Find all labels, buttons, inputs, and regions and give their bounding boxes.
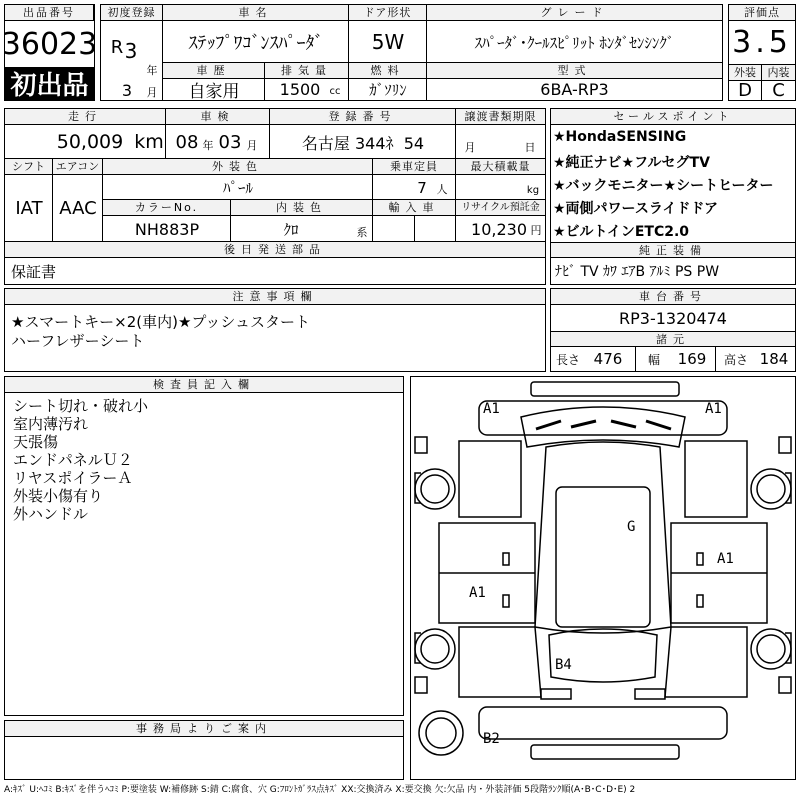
transfer-label: 譲渡書類期限: [456, 109, 545, 125]
lot-box: [1, 4, 98, 101]
score-value: 3.5: [729, 21, 795, 65]
damage-mark-front-left: A1: [483, 401, 500, 417]
mileage-unit: km: [134, 131, 164, 153]
vehicle-header-table: [100, 4, 723, 101]
color-no-value: NH883P: [134, 219, 200, 239]
import-cell-1: [373, 216, 415, 242]
interior-grade: C: [772, 80, 785, 101]
capacity-label: 乗車定員: [373, 159, 456, 175]
cautions-label: 注意事項欄: [5, 289, 545, 305]
displacement-unit: cc: [329, 85, 341, 97]
reg-year: 3: [124, 39, 138, 63]
damage-mark-front-right: A1: [705, 401, 722, 417]
damage-diagram: [410, 376, 796, 780]
int-color-value: ｸﾛ: [283, 220, 299, 239]
interior-grade-label: 内装: [762, 65, 795, 81]
cautions-box: [4, 288, 546, 372]
transfer-month: 月: [464, 141, 476, 154]
detail-table: [4, 108, 546, 285]
ext-color-value: ﾊﾟｰﾙ: [222, 179, 253, 197]
load-unit: kg: [526, 184, 540, 196]
int-color-label: 内装色: [231, 200, 373, 216]
inspector-box: [4, 376, 404, 716]
mileage-value: 50,009: [56, 131, 124, 153]
plate-label: 登録番号: [270, 109, 456, 125]
color-no-label: カラーNo.: [103, 200, 231, 216]
load-label: 最大積載量: [456, 159, 545, 175]
grade-value: ｽﾊﾟｰﾀﾞ･ｸｰﾙｽﾋﾟﾘｯﾄ ﾎﾝﾀﾞｾﾝｼﾝｸﾞ: [474, 33, 675, 52]
door-label: ドア形状: [349, 5, 427, 21]
chassis-label: 車台番号: [551, 289, 795, 305]
sales-point: ★HondaSENSING: [553, 129, 687, 145]
inspector-line: 外装小傷有り: [13, 487, 104, 505]
chassis-box: [550, 288, 796, 372]
exterior-grade: D: [729, 81, 762, 100]
model-value: 6BA-RP3: [540, 80, 609, 99]
capacity-value: 7: [417, 178, 427, 197]
damage-mark-rear-glass: B4: [555, 657, 572, 673]
import-cell-2: [415, 216, 456, 242]
ext-color-label: 外装色: [103, 159, 373, 175]
caution-line: ハーフレザーシート: [11, 332, 145, 350]
caution-line: ★スマートキー×2(車内)★プッシュスタート: [11, 313, 311, 331]
lot-number-label: 出品番号: [5, 5, 94, 21]
ac-label: エアコン: [53, 159, 103, 175]
score-box: [728, 4, 796, 101]
inspection-year-unit: 年: [202, 139, 214, 152]
grade-label: グレード: [427, 5, 722, 21]
ac-value: AAC: [59, 198, 97, 219]
damage-mark-right-side: A1: [717, 551, 734, 567]
inspector-line: リヤスポイラーＡ: [13, 469, 133, 487]
month-unit: 月: [146, 86, 158, 99]
length-value: 476: [593, 350, 623, 368]
sales-points-label: セールスポイント: [551, 109, 795, 125]
fuel-label: 燃料: [349, 63, 427, 79]
int-color-unit: 系: [356, 226, 368, 239]
inspector-line: エンドパネルＵ２: [13, 451, 133, 469]
specs-label: 諸元: [551, 331, 795, 347]
height-label: 高さ: [723, 352, 748, 367]
recycle-unit: 円: [530, 224, 542, 237]
shift-value: IAT: [15, 198, 43, 219]
sales-point: ★純正ナビ★フルセグTV: [553, 155, 710, 171]
legend-footer: A:ｷｽﾞ U:ﾍｺﾐ B:ｷｽﾞを伴うﾍｺﾐ P:要塗装 W:補修跡 S:錆 C:腐食、穴 G:ﾌﾛﾝﾄｶﾞﾗｽ点ｷｽﾞ XX:交換済み X:要交換 欠:欠品 内・外装評価 5段階ﾗﾝｸ順(A･B･C･D･E) 2: [4, 785, 636, 795]
inspector-line: 天張傷: [13, 433, 59, 451]
genuine-equipment-value: ﾅﾋﾞ TV ｶﾜ ｴｱB ｱﾙﾐ PS PW: [555, 264, 720, 280]
history-value: 自家用: [188, 82, 240, 102]
damage-mark-rear: B2: [483, 731, 500, 747]
damage-mark-roof: G: [627, 519, 636, 535]
model-label: 型式: [427, 63, 722, 79]
inspection-month: 03: [218, 131, 242, 153]
width-value: 169: [677, 350, 707, 368]
sales-point: ★バックモニター★シートヒーター: [553, 178, 774, 194]
inspector-line: シート切れ・破れ小: [13, 397, 149, 415]
score-label: 評価点: [729, 5, 795, 21]
height-value: 184: [759, 350, 789, 368]
inspection-year: 08: [175, 131, 199, 153]
inspector-line: 外ハンドル: [13, 505, 89, 523]
later-parts-value: 保証書: [11, 262, 57, 281]
lot-number: 36023: [1, 26, 98, 62]
recycle-label: リサイクル預託金: [456, 200, 545, 216]
office-label: 事務局よりご案内: [5, 721, 403, 737]
transfer-day: 日: [524, 141, 536, 154]
car-name-label: 車名: [163, 5, 349, 21]
reg-label: 初度登録: [101, 5, 163, 21]
car-name: ｽﾃｯﾌﾟﾜｺﾞﾝｽﾊﾟｰﾀﾞ: [188, 33, 324, 54]
chassis-number: RP3-1320474: [619, 308, 727, 328]
reg-month: 3: [121, 80, 133, 100]
inspector-label: 検査員記入欄: [5, 377, 403, 393]
exterior-grade-label: 外装: [729, 65, 762, 81]
sales-points-box: [550, 108, 796, 285]
width-label: 幅: [647, 352, 660, 367]
reg-era: R: [110, 36, 124, 58]
first-listing-badge: 初出品: [5, 67, 94, 100]
inspection-month-unit: 月: [246, 139, 258, 152]
damage-mark-left-side: A1: [469, 585, 486, 601]
genuine-equipment-label: 純正装備: [551, 242, 795, 258]
history-label: 車歴: [163, 63, 265, 79]
import-label: 輸入車: [373, 200, 456, 216]
sales-point: ★ビルトインETC2.0: [553, 224, 690, 240]
year-unit: 年: [146, 64, 158, 77]
capacity-unit: 人: [436, 183, 448, 196]
later-parts-label: 後日発送部品: [5, 242, 545, 258]
office-box: [4, 720, 404, 780]
displacement-value: 1500: [279, 80, 321, 99]
displacement-label: 排気量: [265, 63, 349, 79]
shift-label: シフト: [5, 159, 53, 175]
inspector-line: 室内薄汚れ: [13, 415, 89, 433]
door-value: 5W: [371, 30, 405, 54]
length-label: 長さ: [555, 352, 580, 367]
inspection-label: 車検: [166, 109, 270, 125]
plate-value: 名古屋 344ﾈ 54: [301, 133, 425, 153]
mileage-label: 走行: [5, 109, 166, 125]
car-outline-diagram: [411, 377, 795, 779]
sales-point: ★両側パワースライドドア: [553, 201, 719, 217]
fuel-value: ｶﾞｿﾘﾝ: [369, 81, 407, 99]
recycle-value: 10,230: [471, 219, 527, 239]
